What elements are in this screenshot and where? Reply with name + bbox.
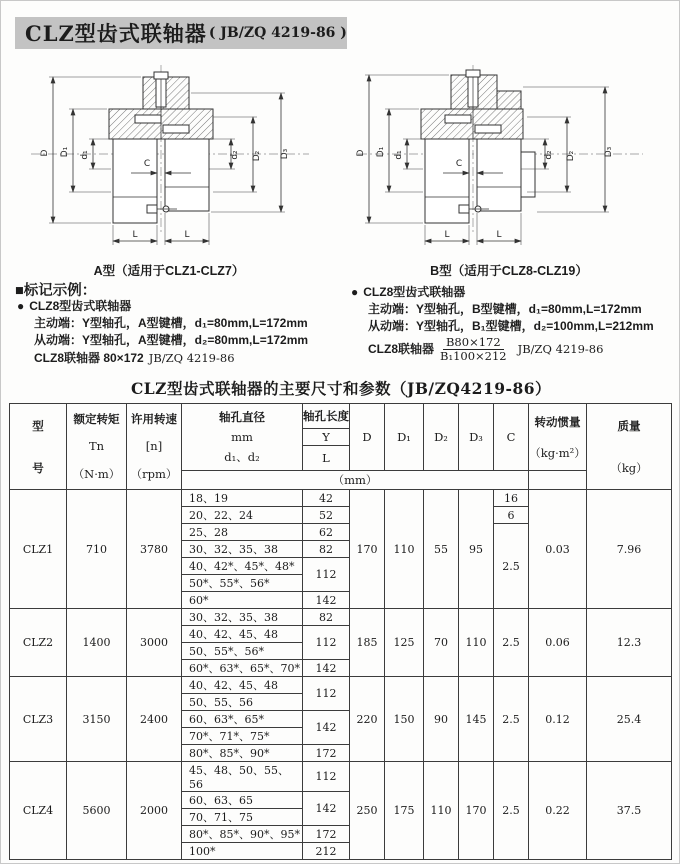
coupling-b-diagram: [343, 57, 673, 257]
fraction-numerator: B80×172: [443, 336, 504, 350]
cell-speed: 2400: [127, 677, 182, 762]
caption-type-b: B型（适用于CLZ8-CLZ19）: [430, 264, 588, 278]
header-col-D3: D₃: [459, 404, 494, 471]
cell-D2: 55: [424, 490, 459, 609]
dim-label-D3: D₃: [604, 146, 614, 158]
bullet-icon: ●: [351, 285, 359, 299]
cell-speed: 3780: [127, 490, 182, 609]
cell-bore-length: 62: [303, 524, 350, 541]
dim-label-L-left: L: [132, 230, 138, 240]
dim-label-L-left: L: [444, 230, 450, 240]
cell-bore-length: 52: [303, 507, 350, 524]
fraction-denominator: B₁100×212: [440, 349, 507, 363]
cell-C: 2.5: [494, 762, 529, 860]
cell-D3: 95: [459, 490, 494, 609]
bullet-icon: ●: [17, 299, 25, 313]
cell-D1: 150: [385, 677, 424, 762]
cell-bores: 25、28: [182, 524, 303, 541]
cell-model: CLZ3: [10, 677, 67, 762]
header-inertia: 转动惯量 （kg·m²）: [529, 404, 587, 471]
dim-label-d1: d₁: [394, 150, 404, 160]
cell-torque: 710: [67, 490, 127, 609]
cell-bores: 60、63*、65*: [182, 711, 303, 728]
cell-D3: 145: [459, 677, 494, 762]
page-title-bar: [15, 17, 347, 49]
cell-C: 2.5: [494, 677, 529, 762]
cell-bores: 70、71、75: [182, 809, 303, 826]
header-col-D: D: [350, 404, 385, 471]
cell-bores: 60*、63*、65*、70*: [182, 660, 303, 677]
dim-label-D: D: [356, 149, 366, 157]
cell-D2: 90: [424, 677, 459, 762]
drawing-b-coupling-section: [343, 57, 673, 262]
table-row: [10, 762, 672, 792]
marking-a-line2: 从动端：Y型轴孔，A型键槽，d₂=80mm,L=172mm: [34, 333, 309, 347]
cell-bores: 50、55*、56*: [182, 643, 303, 660]
header-bore-length-l: L: [303, 446, 350, 471]
marking-a-standard: JB/ZQ 4219-86: [148, 351, 235, 365]
marking-b-standard: JB/ZQ 4219-86: [517, 342, 604, 356]
cell-bores: 45、48、50、55、56: [182, 762, 303, 792]
cell-D1: 125: [385, 609, 424, 677]
cell-bores: 40、42、45、48: [182, 677, 303, 694]
cell-speed: 3000: [127, 609, 182, 677]
cell-speed: 2000: [127, 762, 182, 860]
cell-inertia: 0.03: [529, 490, 587, 609]
caption-type-a: A型（适用于CLZ1-CLZ7）: [93, 264, 245, 278]
cell-model: CLZ2: [10, 609, 67, 677]
cell-mass: 7.96: [587, 490, 672, 609]
table-row: [10, 490, 672, 507]
cell-bore-length: 42: [303, 490, 350, 507]
dimensions-table: [9, 403, 672, 860]
coupling-a-diagram: [9, 57, 329, 257]
cell-bores: 30、32、35、38: [182, 609, 303, 626]
header-speed: 许用转速 [n] （rpm）: [127, 404, 182, 490]
marking-b-fraction: [440, 336, 507, 363]
marking-b-line1: 主动端：Y型轴孔，B型键槽，d₁=80mm,L=172mm: [368, 302, 642, 316]
header-unit-mm: （mm）: [182, 471, 529, 490]
marking-a-line1: 主动端：Y型轴孔，A型键槽，d₁=80mm,L=172mm: [34, 316, 308, 330]
dim-label-D2: D₂: [566, 150, 576, 162]
cell-bores: 40、42*、45*、48*: [182, 558, 303, 575]
cell-D: 250: [350, 762, 385, 860]
cell-C: 2.5: [494, 524, 529, 609]
marking-example-heading: ■标记示例：: [15, 283, 97, 299]
dim-label-d1: d₁: [80, 150, 90, 160]
cell-model: CLZ1: [10, 490, 67, 609]
cell-D3: 110: [459, 609, 494, 677]
cell-bore-length: 172: [303, 826, 350, 843]
cell-bores: 20、22、24: [182, 507, 303, 524]
page-title-standard: ( JB/ZQ 4219-86 ): [208, 25, 347, 41]
cell-D: 220: [350, 677, 385, 762]
dim-label-L-right: L: [184, 230, 190, 240]
header-col-D1: D₁: [385, 404, 424, 471]
cell-bores: 100*: [182, 843, 303, 860]
dim-label-D2: D₂: [252, 150, 262, 162]
cell-bores: 70*、71*、75*: [182, 728, 303, 745]
cell-mass: 37.5: [587, 762, 672, 860]
header-col-C: C: [494, 404, 529, 471]
cell-bore-length: 112: [303, 558, 350, 592]
cell-mass: 12.3: [587, 609, 672, 677]
dim-label-D3: D₃: [280, 148, 290, 160]
cell-bores: 80*、85*、90*: [182, 745, 303, 762]
cell-bore-length: 172: [303, 745, 350, 762]
marking-b-designation: CLZ8联轴器: [368, 342, 435, 356]
cell-bores: 18、19: [182, 490, 303, 507]
cell-torque: 5600: [67, 762, 127, 860]
header-mass: 质量 （kg）: [587, 404, 672, 490]
table-title: CLZ型齿式联轴器的主要尺寸和参数（JB/ZQ4219-86）: [130, 379, 552, 398]
dim-label-D1: D₁: [376, 146, 386, 158]
cell-mass: 25.4: [587, 677, 672, 762]
cell-bore-length: 142: [303, 592, 350, 609]
cell-bore-length: 82: [303, 541, 350, 558]
cell-bore-length: 142: [303, 711, 350, 745]
marking-b-line2: 从动端：Y型轴孔，B₁型键槽，d₂=100mm,L=212mm: [368, 319, 654, 333]
cell-bore-length: 142: [303, 660, 350, 677]
marking-b-title: CLZ8型齿式联轴器: [363, 285, 466, 299]
cell-inertia: 0.12: [529, 677, 587, 762]
cell-D: 170: [350, 490, 385, 609]
cell-bore-length: 142: [303, 792, 350, 826]
table-row: [10, 677, 672, 694]
cell-torque: 3150: [67, 677, 127, 762]
dim-label-D: D: [40, 149, 50, 157]
dim-label-D1: D₁: [60, 146, 70, 158]
cell-bores: 60、63、65: [182, 792, 303, 809]
header-empty-cell: [529, 471, 587, 490]
cell-inertia: 0.22: [529, 762, 587, 860]
dim-label-d2: d₂: [230, 150, 240, 160]
header-bore-diameter: 轴孔直径 mm d₁、d₂: [182, 404, 303, 471]
cell-torque: 1400: [67, 609, 127, 677]
cell-bore-length: 112: [303, 677, 350, 711]
dim-label-C: C: [143, 159, 151, 169]
header-bore-length: 轴孔长度: [303, 404, 350, 429]
drawing-a-coupling-section: [9, 57, 329, 262]
cell-D3: 170: [459, 762, 494, 860]
header-model: 型 号: [10, 404, 67, 490]
cell-C: 6: [494, 507, 529, 524]
dim-label-C: C: [455, 159, 463, 169]
cell-C: 2.5: [494, 609, 529, 677]
cell-bores: 40、42、45、48: [182, 626, 303, 643]
cell-bores: 50、55、56: [182, 694, 303, 711]
cell-D1: 175: [385, 762, 424, 860]
dim-label-L-right: L: [496, 230, 502, 240]
cell-bore-length: 82: [303, 609, 350, 626]
cell-D2: 70: [424, 609, 459, 677]
cell-D: 185: [350, 609, 385, 677]
cell-bore-length: 112: [303, 762, 350, 792]
marking-a-title: CLZ8型齿式联轴器: [29, 299, 132, 313]
cell-bores: 50*、55*、56*: [182, 575, 303, 592]
table-row: [10, 609, 672, 626]
header-bore-length-y: Y: [303, 429, 350, 446]
cell-bores: 30、32、35、38: [182, 541, 303, 558]
cell-D1: 110: [385, 490, 424, 609]
cell-inertia: 0.06: [529, 609, 587, 677]
cell-C: 16: [494, 490, 529, 507]
header-torque: 额定转矩 Tn （N·m）: [67, 404, 127, 490]
marking-example-b: [351, 284, 677, 363]
page-title: CLZ型齿式联轴器: [25, 21, 207, 46]
dim-label-d2: d₂: [544, 150, 554, 160]
cell-bore-length: 112: [303, 626, 350, 660]
cell-bores: 80*、85*、90*、95*: [182, 826, 303, 843]
cell-model: CLZ4: [10, 762, 67, 860]
cell-bores: 60*: [182, 592, 303, 609]
marking-example-a: [17, 298, 347, 367]
header-col-D2: D₂: [424, 404, 459, 471]
cell-bore-length: 212: [303, 843, 350, 860]
cell-D2: 110: [424, 762, 459, 860]
marking-a-designation: CLZ8联轴器 80×172: [34, 351, 144, 365]
